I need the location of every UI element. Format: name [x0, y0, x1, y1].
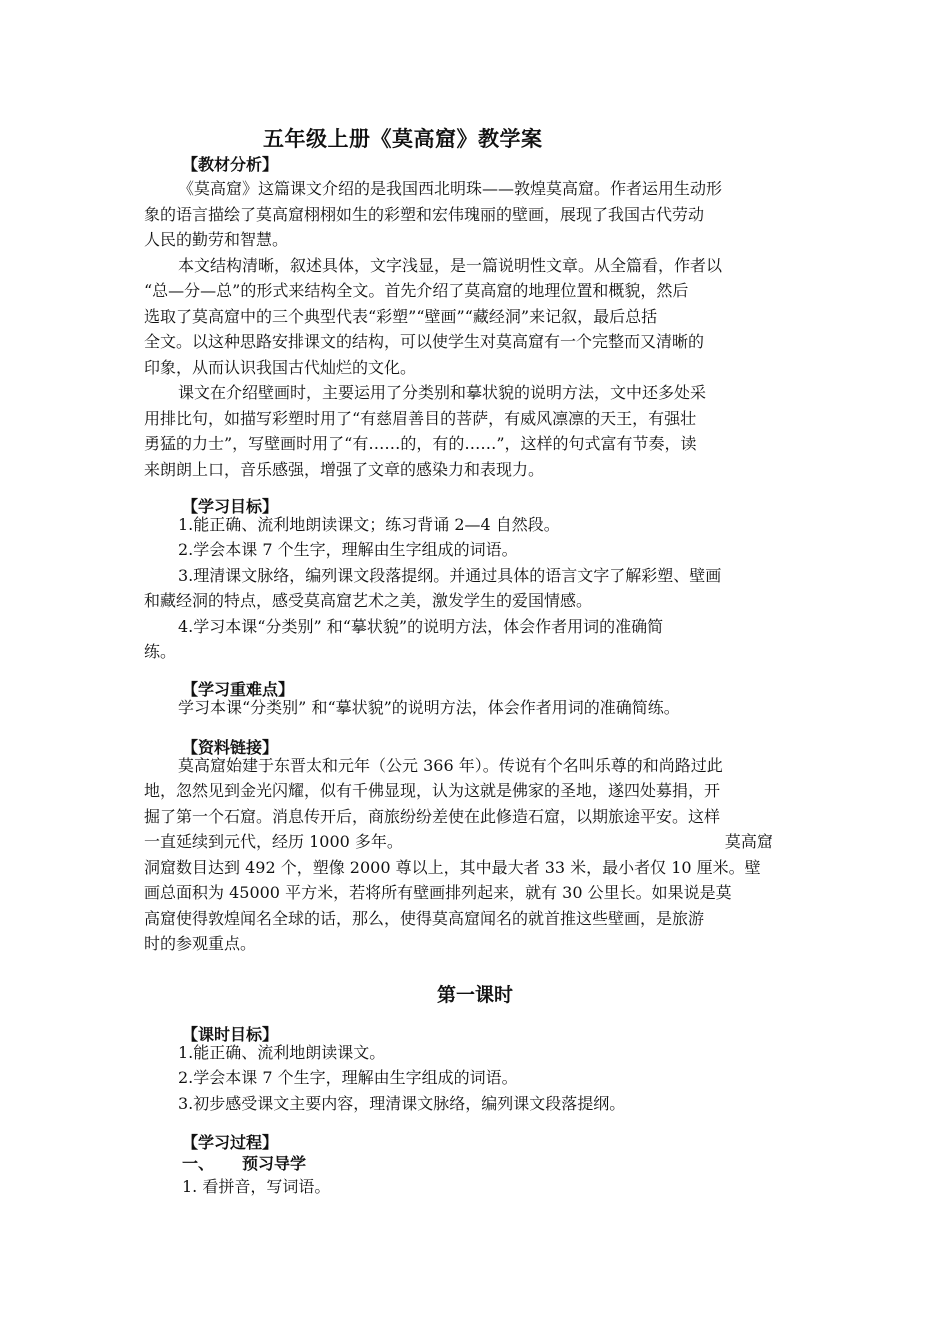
document-title: 五年级上册《莫高窟》教学案	[263, 127, 543, 151]
resource-line: 洞窟数目达到 492 个，塑像 2000 尊以上，其中最大者 33 米，最小者仅 10 厘米。壁	[144, 858, 761, 877]
goal-item: 2.学会本课 7 个生字，理解由生字组成的词语。	[178, 540, 518, 559]
heading-lesson-goals: 【课时目标】	[182, 1025, 279, 1044]
resource-line: 时的参观重点。	[144, 934, 257, 953]
task-item: 1. 看拼音，写词语。	[182, 1177, 331, 1196]
resource-line: 掘了第一个石窟。消息传开后，商旅纷纷差使在此修造石窟，以期旅途平安。这样	[144, 807, 721, 826]
lesson-goal-item: 2.学会本课 7 个生字，理解由生字组成的词语。	[178, 1068, 518, 1087]
lesson-goal-item: 1.能正确、流利地朗读课文。	[178, 1043, 386, 1062]
resource-line: 高窟使得敦煌闻名全球的话，那么，使得莫高窟闻名的就首推这些壁画，是旅游	[144, 909, 705, 928]
analysis-line: 课文在介绍壁画时，主要运用了分类别和摹状貌的说明方法，文中还多处采	[178, 383, 707, 402]
heading-analysis: 【教材分析】	[182, 155, 279, 174]
analysis-line: 本文结构清晰，叙述具体，文字浅显，是一篇说明性文章。从全篇看，作者以	[178, 256, 723, 275]
step-heading	[182, 1151, 306, 1174]
resource-line-tail: 莫高窟	[724, 832, 773, 851]
goal-item-continued: 练。	[144, 642, 177, 661]
lesson-goal-item: 3.初步感受课文主要内容，理清课文脉络，编列课文段落提纲。	[178, 1094, 626, 1113]
resource-line: 画总面积为 45000 平方米，若将所有壁画排列起来，就有 30 公里长。如果说是莫	[144, 883, 732, 902]
key-points-text: 学习本课“分类别” 和“摹状貌”的说明方法，体会作者用词的准确简练。	[178, 698, 680, 717]
analysis-line: 人民的勤劳和智慧。	[144, 230, 289, 249]
analysis-line: 勇猛的力士”，写壁画时用了“有……的，有的……”，这样的句式富有节奏，读	[144, 434, 697, 453]
analysis-line: “总—分—总”的形式来结构全文。首先介绍了莫高窟的地理位置和概貌，然后	[144, 281, 689, 300]
analysis-line: 用排比句，如描写彩塑时用了“有慈眉善目的菩萨，有威风凛凛的天王，有强壮	[144, 409, 697, 428]
resource-line: 莫高窟始建于东晋太和元年（公元 366 年）。传说有个名叫乐尊的和尚路过此	[178, 756, 723, 775]
analysis-line: 《莫高窟》这篇课文介绍的是我国西北明珠——敦煌莫高窟。作者运用生动形	[178, 179, 723, 198]
heading-key-points: 【学习重难点】	[182, 680, 295, 699]
analysis-line: 象的语言描绘了莫高窟栩栩如生的彩塑和宏伟瑰丽的壁画，展现了我国古代劳动	[144, 205, 705, 224]
resource-line: 地，忽然见到金光闪耀，似有千佛显现，认为这就是佛家的圣地，遂四处募捐，开	[144, 781, 721, 800]
resource-line-text: 一直延续到元代，经历 1000 多年。	[144, 832, 403, 851]
analysis-line: 全文。以这种思路安排课文的结构，可以使学生对莫高窟有一个完整而又清晰的	[144, 332, 705, 351]
goal-item-continued: 和藏经洞的特点，感受莫高窟艺术之美，激发学生的爱国情感。	[144, 591, 593, 610]
heading-resources: 【资料链接】	[182, 738, 279, 757]
resource-line	[144, 832, 806, 852]
goal-item: 1.能正确、流利地朗读课文；练习背诵 2—4 自然段。	[178, 515, 560, 534]
analysis-line: 选取了莫高窟中的三个典型代表“彩塑”“壁画”“藏经洞”来记叙，最后总括	[144, 307, 658, 326]
step-number: 一、	[182, 1154, 215, 1173]
lesson-title: 第一课时	[436, 984, 513, 1006]
analysis-line: 来朗朗上口，音乐感强，增强了文章的感染力和表现力。	[144, 460, 545, 479]
heading-process: 【学习过程】	[182, 1133, 279, 1152]
goal-item: 4.学习本课“分类别” 和“摹状貌”的说明方法，体会作者用词的准确简	[178, 617, 664, 636]
analysis-line: 印象，从而认识我国古代灿烂的文化。	[144, 358, 417, 377]
step-title: 预习导学	[242, 1154, 307, 1173]
goal-item: 3.理清课文脉络，编列课文段落提纲。并通过具体的语言文字了解彩塑、壁画	[178, 566, 722, 585]
heading-goals: 【学习目标】	[182, 497, 279, 516]
